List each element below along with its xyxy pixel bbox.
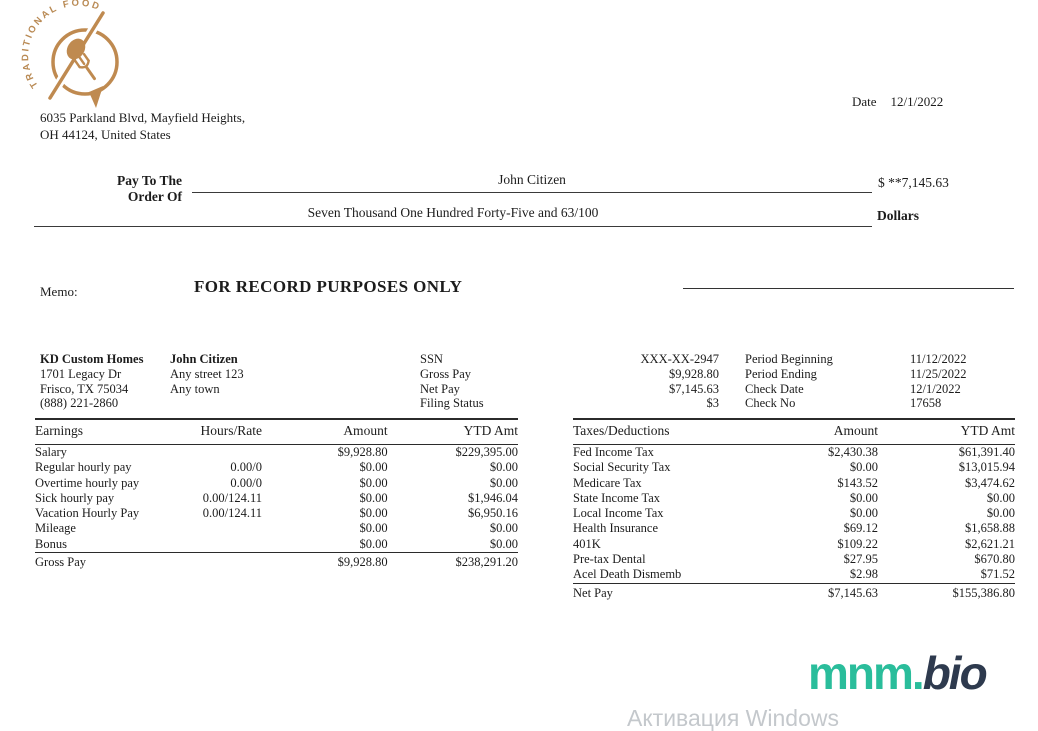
deduction-name: Health Insurance [573, 521, 659, 536]
payee-name: John Citizen [498, 172, 566, 187]
employer-block [40, 352, 143, 411]
earning-amount: $9,928.80 [337, 445, 388, 459]
earnings-header-ytd: YTD Amt [388, 419, 518, 445]
deduction-row [573, 521, 1015, 536]
net-pay-amount: $7,145.63 [750, 583, 878, 603]
brand-bio: bio [922, 647, 986, 699]
amount-in-words-line [34, 205, 872, 227]
deduction-name: Medicare Tax [573, 475, 642, 490]
period-label: Period Ending [745, 366, 817, 381]
deduction-amount: $27.95 [843, 552, 878, 567]
summary-value: $9,928.80 [669, 366, 719, 381]
deduction-ytd: $13,015.94 [958, 460, 1015, 475]
period-value: 17658 [910, 396, 942, 411]
deduction-name: Acel Death Dismemb [573, 567, 682, 582]
earning-name: Vacation Hourly Pay [35, 506, 140, 521]
pay-to-order-label [40, 173, 182, 204]
deduction-amount: $143.52 [837, 475, 878, 490]
earnings-header-name: Earnings [35, 419, 161, 445]
earnings-header-row [35, 419, 518, 445]
summary-label: Gross Pay [420, 366, 472, 381]
earnings-table [35, 418, 518, 572]
pay-to-line1: Pay To The [116, 173, 182, 188]
deduction-amount: $109.22 [837, 536, 878, 551]
summary-row [420, 367, 719, 382]
deduction-amount: $69.12 [843, 521, 878, 536]
gross-pay-row [35, 553, 518, 573]
earning-name: Regular hourly pay [35, 460, 132, 475]
traditional-food-logo-graphic [20, 0, 150, 120]
earning-hours-rate: 0.00/0 [230, 460, 262, 475]
employer-address1: 1701 Legacy Dr [40, 366, 122, 381]
check-amount: $ **7,145.63 [878, 175, 949, 190]
deductions-header-row [573, 419, 1015, 445]
payee-name-line [192, 172, 872, 193]
earning-hours-rate [161, 537, 262, 553]
earnings-row [35, 521, 518, 536]
gross-pay-hours [161, 553, 262, 573]
signature-line [683, 288, 1014, 289]
earning-hours-rate: 0.00/0 [230, 475, 262, 490]
deduction-ytd: $0.00 [986, 506, 1015, 521]
date-value: 12/1/2022 [890, 94, 944, 109]
deduction-ytd: $1,658.88 [965, 521, 1015, 536]
deduction-ytd: $2,621.21 [965, 536, 1015, 551]
deduction-ytd: $670.80 [974, 552, 1015, 567]
deduction-name: Fed Income Tax [573, 445, 654, 459]
period-value: 11/25/2022 [910, 366, 967, 381]
gross-pay-ytd: $238,291.20 [388, 553, 518, 573]
employee-block [170, 352, 244, 396]
deduction-name: Local Income Tax [573, 506, 664, 521]
employer-phone: (888) 221-2860 [40, 396, 119, 411]
period-label: Check No [745, 396, 796, 411]
pay-summary-block [420, 352, 719, 411]
deduction-name: Pre-tax Dental [573, 552, 646, 567]
earnings-row [35, 476, 518, 491]
deduction-ytd: $0.00 [986, 490, 1015, 505]
net-pay-label: Net Pay [573, 583, 750, 603]
deductions-table [573, 418, 1015, 603]
earning-amount: $0.00 [359, 460, 388, 475]
earnings-row [35, 506, 518, 521]
deduction-row [573, 506, 1015, 521]
deduction-amount: $0.00 [849, 460, 878, 475]
deduction-row [573, 537, 1015, 552]
deduction-row [573, 552, 1015, 567]
summary-row [420, 352, 719, 367]
traditional-food-logo [20, 0, 150, 120]
pay-period-block [745, 352, 985, 411]
earning-name: Bonus [35, 536, 67, 551]
period-label: Check Date [745, 381, 804, 396]
earnings-header-amount: Amount [262, 419, 388, 445]
earning-name: Overtime hourly pay [35, 475, 140, 490]
address-line-2: OH 44124, United States [40, 126, 171, 142]
earnings-row [35, 537, 518, 553]
earning-hours-rate: 0.00/124.11 [202, 506, 262, 521]
summary-value: $3 [706, 396, 719, 411]
earning-ytd: $0.00 [489, 460, 518, 475]
deduction-ytd: $61,391.40 [958, 445, 1015, 459]
earning-ytd: $229,395.00 [455, 445, 518, 459]
employee-address1: Any street 123 [170, 366, 244, 381]
check-date-row [852, 94, 943, 110]
deduction-row [573, 460, 1015, 475]
period-row [745, 352, 985, 367]
deduction-amount: $0.00 [849, 490, 878, 505]
deduction-amount: $0.00 [849, 506, 878, 521]
net-pay-row [573, 583, 1015, 603]
company-address [40, 110, 245, 143]
deduction-amount: $2,430.38 [827, 445, 878, 459]
summary-value: XXX-XX-2947 [640, 352, 719, 366]
employer-address2: Frisco, TX 75034 [40, 381, 129, 396]
period-value: 12/1/2022 [910, 381, 961, 396]
period-label: Period Beginning [745, 352, 833, 366]
deduction-row [573, 567, 1015, 583]
amount-in-words: Seven Thousand One Hundred Forty-Five and 63/100 [307, 205, 599, 220]
period-value: 11/12/2022 [910, 352, 967, 366]
employee-address2: Any town [170, 381, 220, 396]
deduction-name: State Income Tax [573, 490, 661, 505]
earning-amount: $0.00 [359, 506, 388, 521]
earning-ytd: $0.00 [489, 475, 518, 490]
summary-label: Net Pay [420, 381, 460, 396]
summary-row [420, 382, 719, 397]
earning-ytd: $6,950.16 [468, 506, 518, 521]
period-row [745, 396, 985, 411]
date-label: Date [852, 94, 877, 109]
earning-ytd: $0.00 [489, 521, 518, 536]
windows-activation-watermark: Активация Windows [627, 705, 839, 731]
earning-ytd: $0.00 [489, 536, 518, 551]
earning-hours-rate [161, 521, 262, 536]
summary-value: $7,145.63 [669, 381, 719, 396]
earning-ytd: $1,946.04 [468, 490, 518, 505]
deduction-row [573, 445, 1015, 461]
pay-to-line2: Order Of [127, 188, 182, 204]
memo-label: Memo: [40, 284, 78, 299]
employee-name: John Citizen [170, 352, 238, 366]
earning-hours-rate [161, 445, 262, 461]
deduction-row [573, 476, 1015, 491]
period-row [745, 367, 985, 382]
earnings-row [35, 491, 518, 506]
deductions-header-amount: Amount [750, 419, 878, 445]
earnings-header-hours-rate: Hours/Rate [161, 419, 262, 445]
deductions-header-name: Taxes/Deductions [573, 419, 750, 445]
deduction-ytd: $3,474.62 [965, 475, 1015, 490]
summary-label: Filing Status [420, 396, 484, 411]
earning-name: Salary [35, 445, 67, 459]
summary-label: SSN [420, 352, 443, 366]
memo-value: FOR RECORD PURPOSES ONLY [194, 277, 463, 296]
period-row [745, 382, 985, 397]
brand-mnm: mnm. [808, 647, 923, 699]
earnings-row [35, 460, 518, 475]
summary-row [420, 396, 719, 411]
deduction-name: 401K [573, 536, 601, 551]
earning-name: Sick hourly pay [35, 490, 115, 505]
net-pay-ytd: $155,386.80 [878, 583, 1015, 603]
bubble-tail [89, 86, 103, 108]
address-line-1: 6035 Parkland Blvd, Mayfield Heights, [40, 110, 246, 125]
earning-amount: $0.00 [359, 521, 388, 536]
deduction-row [573, 491, 1015, 506]
logo-arc-text: TRADITIONAL FOOD [20, 0, 103, 91]
employer-name: KD Custom Homes [40, 352, 144, 366]
mnm-bio-logo [808, 647, 986, 699]
earning-name: Mileage [35, 521, 76, 536]
gross-pay-label: Gross Pay [35, 553, 161, 573]
earning-amount: $0.00 [359, 475, 388, 490]
earning-amount: $0.00 [359, 536, 388, 551]
earning-amount: $0.00 [359, 490, 388, 505]
dollars-label: Dollars [877, 208, 919, 223]
earning-hours-rate: 0.00/124.11 [202, 490, 262, 505]
earnings-row [35, 445, 518, 461]
deduction-ytd: $71.52 [980, 567, 1015, 582]
gross-pay-amount: $9,928.80 [262, 553, 388, 573]
deductions-header-ytd: YTD Amt [878, 419, 1015, 445]
deduction-amount: $2.98 [849, 567, 878, 582]
deduction-name: Social Security Tax [573, 460, 671, 475]
